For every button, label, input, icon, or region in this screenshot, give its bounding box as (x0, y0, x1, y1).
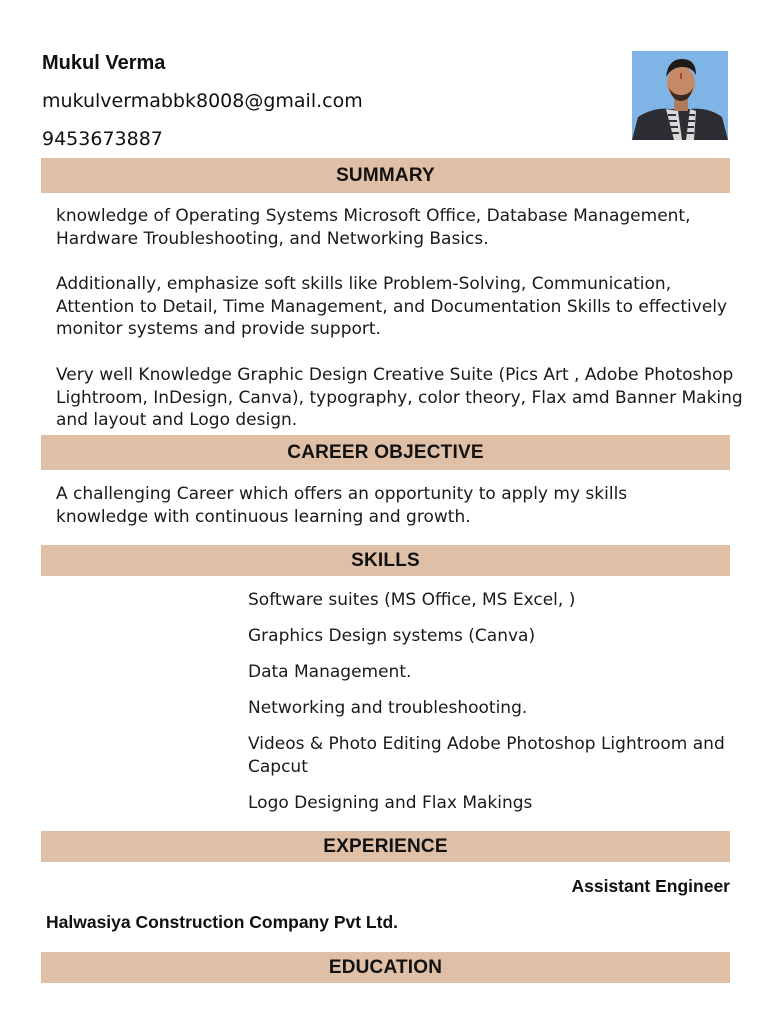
skills-section-header (41, 545, 730, 576)
experience-title: EXPERIENCE (323, 835, 448, 857)
career-objective-section-header (41, 435, 730, 470)
person-photo-icon (632, 51, 728, 140)
summary-title: SUMMARY (336, 164, 435, 186)
skill-item: Videos & Photo Editing Adobe Photoshop Lightroom and Capcut (248, 734, 725, 777)
skill-item: Data Management. (248, 662, 412, 682)
career-objective-text: A challenging Career which offers an opportunity to apply my skills knowledge with continuous learning and growth. (56, 484, 628, 527)
skill-item: Logo Designing and Flax Makings (248, 792, 533, 813)
skill-item: Software suites (MS Office, MS Excel, ) (248, 590, 576, 610)
summary-paragraph: Very well Knowledge Graphic Design Creative Suite (Pics Art , Adobe Photoshop Lightroom, InDesign, Canva), typography, color theory, Flax amd Banner Making and layout and Logo design. (56, 365, 743, 430)
phone-number: 9453673887 (42, 128, 163, 150)
skills-list (248, 589, 748, 828)
summary-paragraph: knowledge of Operating Systems Microsoft Office, Database Management, Hardware Troubleshooting, and Networking Basics. (56, 206, 691, 249)
education-section-header (41, 952, 730, 983)
summary-paragraph: Additionally, emphasize soft skills like Problem-Solving, Communication, Attention to Detail, Time Management, and Documentation Skills to effectively monitor systems and provide support. (56, 274, 728, 339)
job-role: Assistant Engineer (571, 876, 730, 896)
career-objective-title: CAREER OBJECTIVE (287, 441, 484, 463)
education-title: EDUCATION (328, 956, 443, 978)
experience-section-header (41, 831, 730, 862)
email-address: mukulvermabbk8008@gmail.com (42, 90, 363, 112)
skill-item: Graphics Design systems (Canva) (248, 626, 536, 646)
company-name: Halwasiya Construction Company Pvt Ltd. (46, 912, 398, 932)
summary-section-header (41, 158, 730, 193)
profile-photo (632, 51, 728, 140)
candidate-name: Mukul Verma (42, 52, 166, 74)
skills-title: SKILLS (351, 549, 420, 571)
skill-item: Networking and troubleshooting. (248, 698, 528, 718)
